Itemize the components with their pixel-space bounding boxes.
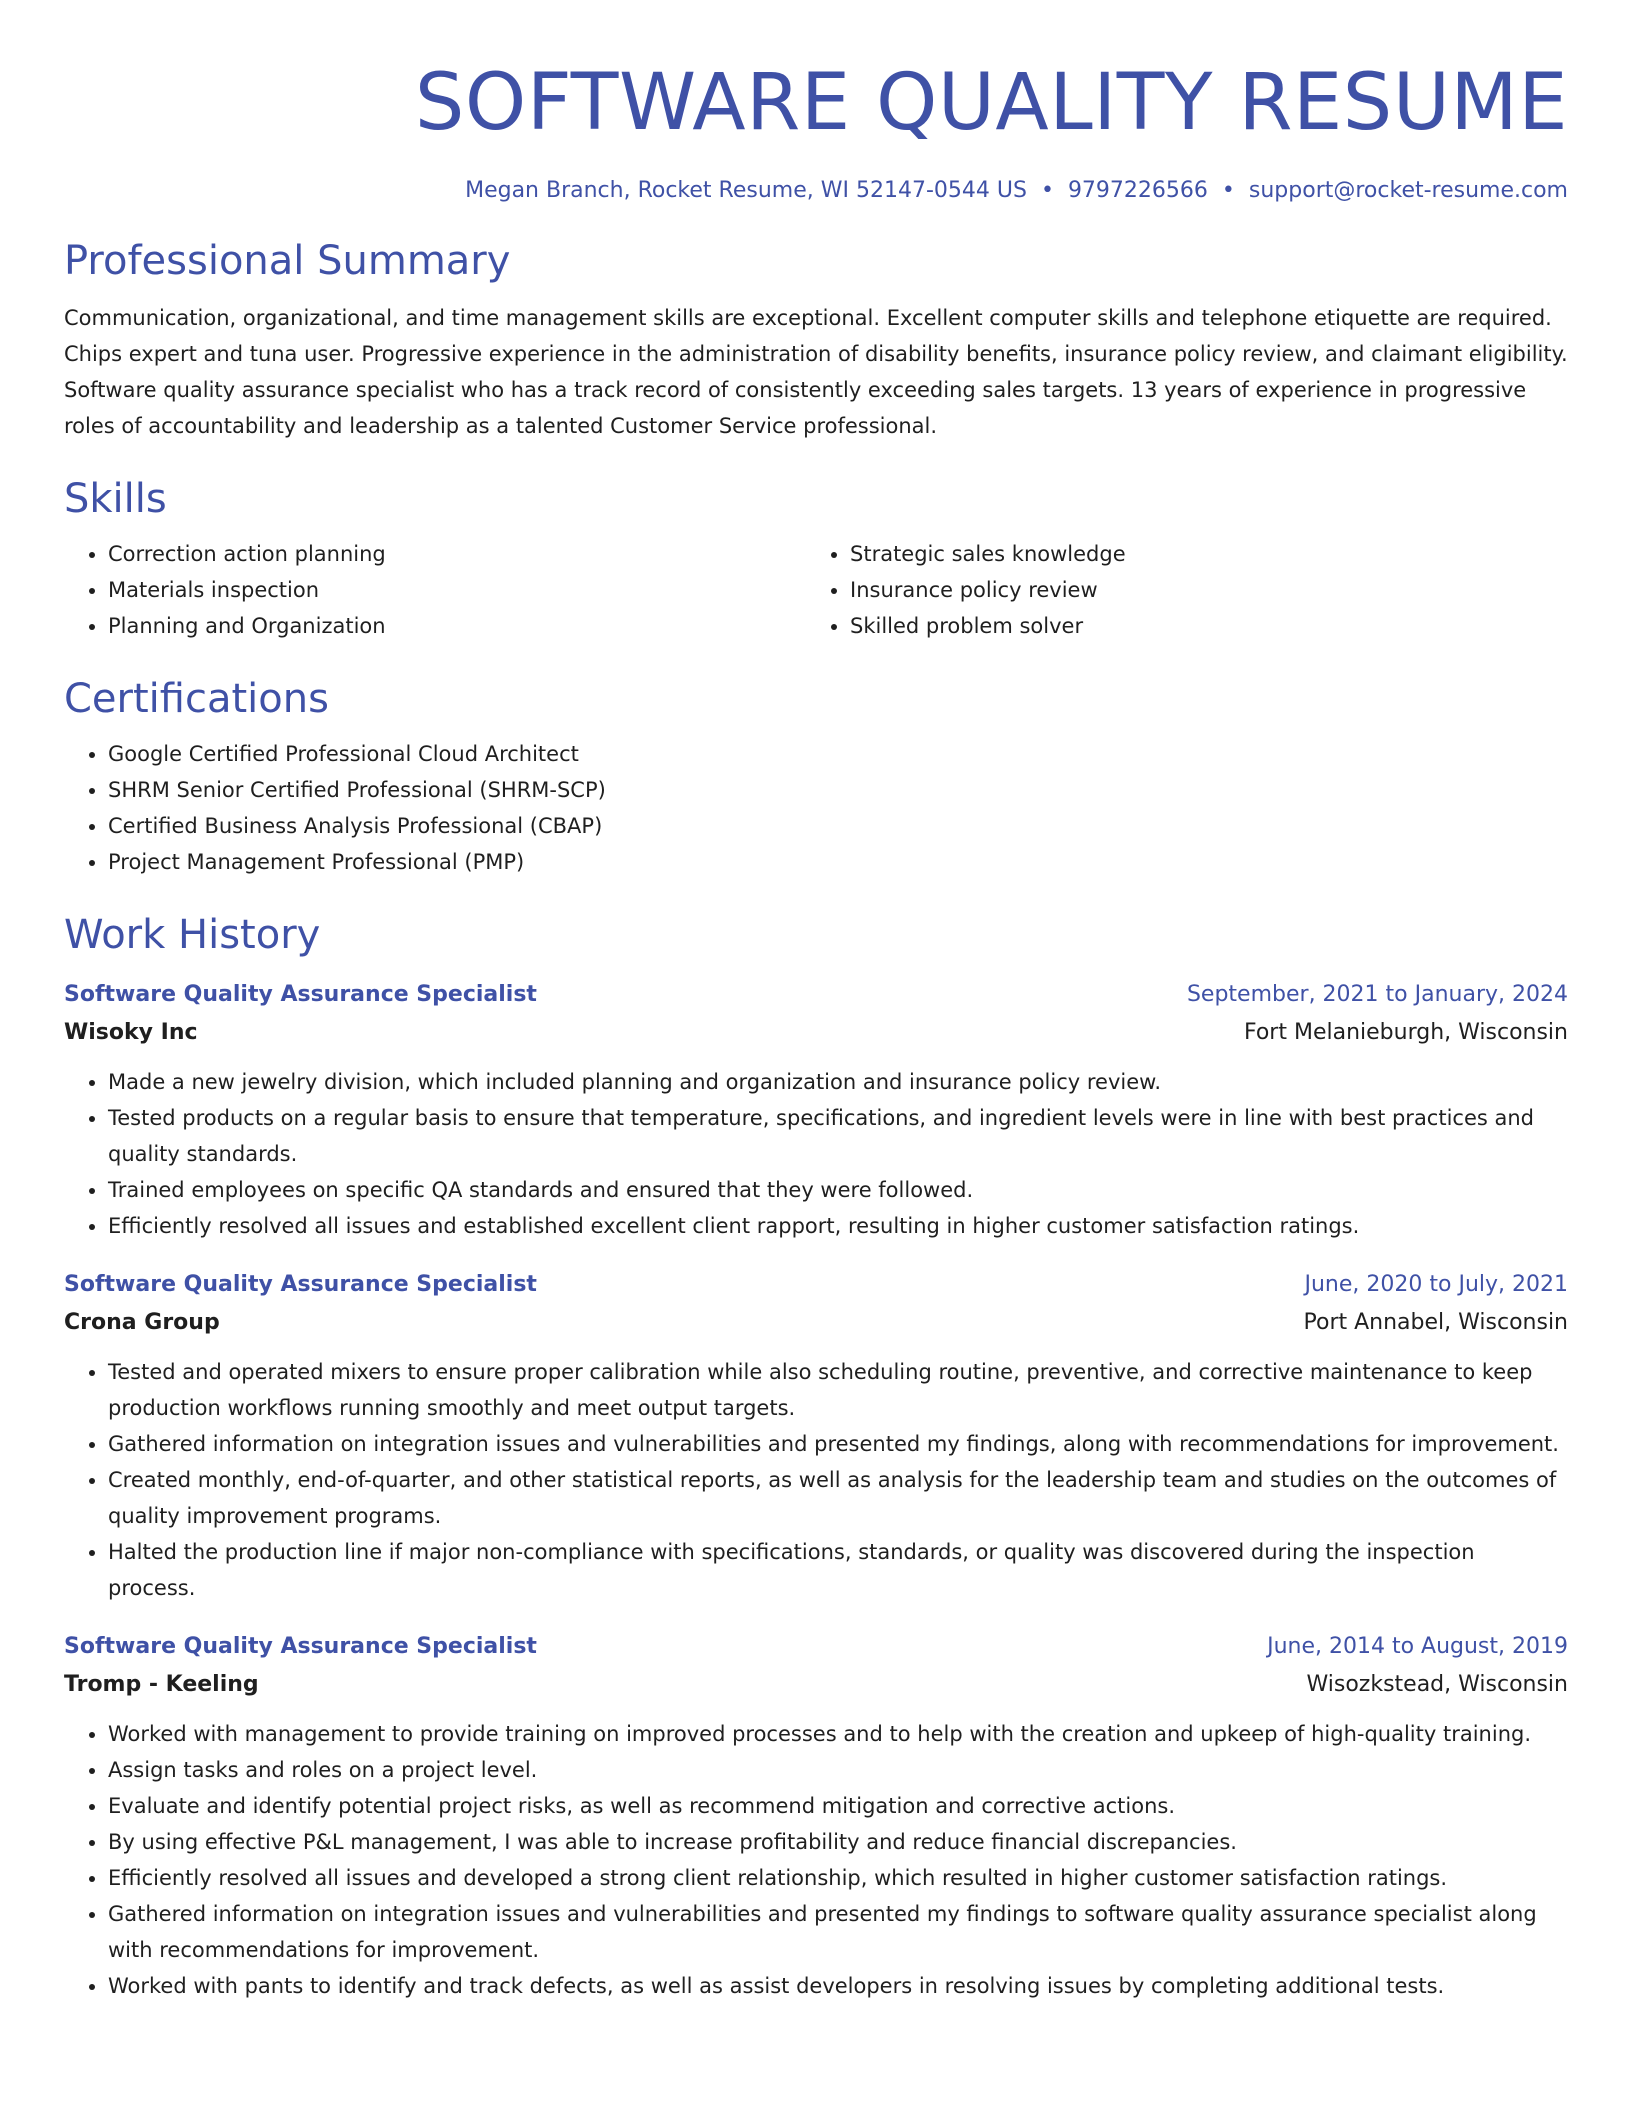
job-company-row [64,1666,1568,1704]
skills-list-right [806,536,1548,644]
job-bullet: • Worked with pants to identify and track defects, as well as assist developers in resolving issues by completing additional tests. [108,1968,1568,2004]
certifications-section [64,674,1568,880]
job-entry [64,976,1568,1244]
contact-separator: • [1040,178,1054,203]
job-bullet: • Gathered information on integration issues and vulnerabilities and presented my findings to software quality assurance specialist along with recommendations for improvement. [108,1896,1568,1968]
job-location: Fort Melanieburgh, Wisconsin [1243,1020,1568,1045]
contact-line [64,176,1568,206]
job-bullet: • By using effective P&L management, I was able to increase profitability and reduce financial discrepancies. [108,1824,1568,1860]
job-bullet: • Trained employees on specific QA standards and ensured that they were followed. [108,1172,1568,1208]
skills-grid [64,536,1568,644]
certification-item: • Project Management Professional (PMP) [108,844,1568,880]
skills-list-left [64,536,806,644]
job-entry [64,1266,1568,1606]
job-bullet: • Efficiently resolved all issues and developed a strong client relationship, which resulted in higher customer satisfaction ratings. [108,1860,1568,1896]
job-title: Software Quality Assurance Specialist [64,1272,537,1297]
contact-email[interactable]: support@rocket-resume.com [1248,178,1568,203]
job-bullet: • Tested and operated mixers to ensure proper calibration while also scheduling routine, preventive, and corrective maintenance to keep production workflows running smoothly and meet output targets. [108,1354,1568,1426]
job-dates: June, 2014 to August, 2019 [1267,1634,1568,1659]
job-title: Software Quality Assurance Specialist [64,1634,537,1659]
summary-heading: Professional Summary [64,238,511,284]
job-header-row [64,1266,1568,1304]
skill-item: • Skilled problem solver [850,608,1548,644]
certification-item: • Certified Business Analysis Professional (CBAP) [108,808,1568,844]
skill-item: • Strategic sales knowledge [850,536,1548,572]
job-company: Tromp - Keeling [64,1672,259,1697]
certification-item: • Google Certified Professional Cloud Architect [108,736,1568,772]
job-dates: June, 2020 to July, 2021 [1304,1272,1568,1297]
job-bullet: • Made a new jewelry division, which included planning and organization and insurance policy review. [108,1064,1568,1100]
job-bullet: • Gathered information on integration issues and vulnerabilities and presented my findings, along with recommendations for improvement. [108,1426,1568,1462]
contact-phone: 9797226566 [1067,178,1208,203]
job-bullets [64,1354,1568,1606]
certifications-heading: Certifications [64,676,329,722]
skill-item: • Insurance policy review [850,572,1548,608]
work-history-section [64,910,1568,2004]
job-company-row [64,1304,1568,1342]
job-dates: September, 2021 to January, 2024 [1186,982,1568,1007]
job-bullet: • Evaluate and identify potential project risks, as well as recommend mitigation and corrective actions. [108,1788,1568,1824]
job-bullet: • Efficiently resolved all issues and established excellent client rapport, resulting in higher customer satisfaction ratings. [108,1208,1568,1244]
summary-text: Communication, organizational, and time management skills are exceptional. Excellent computer skills and telephone etiquette are required. Chips expert and tuna user. Progressive experience in the administration of disability benefits, insurance policy review, and claimant eligibility. Software quality assurance specialist who has a track record of consistently exceeding sales targets. 13 years of experience in progressive roles of accountability and leadership as a talented Customer Service professional. [64,306,1568,438]
job-bullets [64,1064,1568,1244]
skills-heading: Skills [64,476,167,522]
job-bullet: • Assign tasks and roles on a project level. [108,1752,1568,1788]
job-bullet: • Tested products on a regular basis to ensure that temperature, specifications, and ingredient levels were in line with best practices and quality standards. [108,1100,1568,1172]
resume-page [64,0,1568,2004]
job-company: Crona Group [64,1310,220,1335]
summary-section [64,236,1568,444]
skill-item: • Materials inspection [108,572,806,608]
contact-separator: • [1221,178,1235,203]
resume-title: SOFTWARE QUALITY RESUME [414,58,1568,148]
job-header-row [64,976,1568,1014]
job-company-row [64,1014,1568,1052]
job-bullet: • Created monthly, end-of-quarter, and other statistical reports, as well as analysis for the leadership team and studies on the outcomes of quality improvement programs. [108,1462,1568,1534]
skill-item: • Planning and Organization [108,608,806,644]
certification-item: • SHRM Senior Certified Professional (SHRM-SCP) [108,772,1568,808]
job-bullet: • Worked with management to provide training on improved processes and to help with the creation and upkeep of high-quality training. [108,1716,1568,1752]
job-header-row [64,1628,1568,1666]
work-history-heading: Work History [64,912,321,958]
skill-item: • Correction action planning [108,536,806,572]
job-bullets [64,1716,1568,2004]
job-bullet: • Halted the production line if major non-compliance with specifications, standards, or quality was discovered during the inspection process. [108,1534,1568,1606]
job-location: Wisozkstead, Wisconsin [1306,1672,1568,1697]
skills-section [64,474,1568,644]
job-title: Software Quality Assurance Specialist [64,982,537,1007]
job-entry [64,1628,1568,2004]
job-location: Port Annabel, Wisconsin [1303,1310,1568,1335]
job-company: Wisoky Inc [64,1020,198,1045]
contact-address: Megan Branch, Rocket Resume, WI 52147-0544 US [465,178,1027,203]
certifications-list [64,736,1568,880]
